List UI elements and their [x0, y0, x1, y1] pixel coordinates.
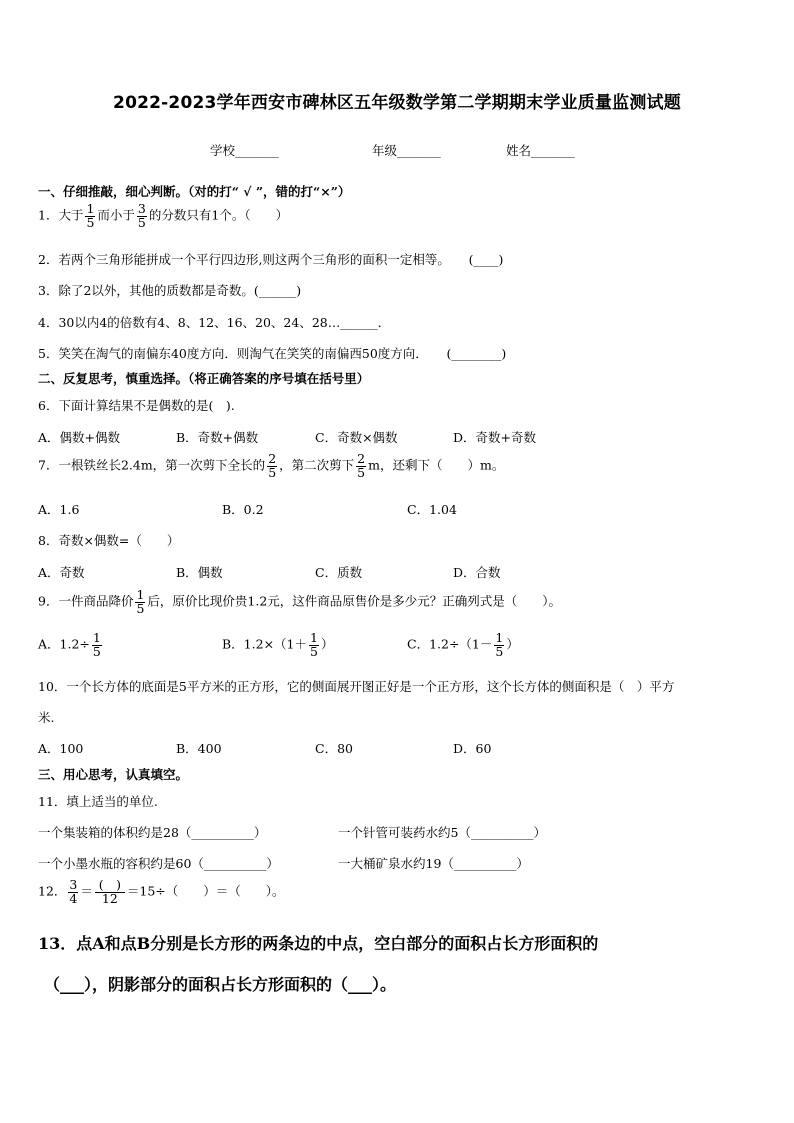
question-8: 8．奇数×偶数=（ ）: [38, 533, 180, 548]
question-13-line-1: 13．点A和点B分别是长方形的两条边的中点，空白部分的面积占长方形面积的: [38, 934, 599, 953]
q11-item-3: 一个小墨水瓶的容积约是60（__________）: [38, 856, 279, 871]
fraction: $\frac{1}{5}$: [92, 630, 101, 659]
question-12: 12． $\frac{3}{4}$ ＝ $\frac{( )}{12}$ ＝15÷（ ）＝（ ）。: [38, 877, 285, 906]
q7-text-mid: ，第二次剪下: [279, 457, 355, 473]
fraction: $\frac{1}{5}$: [310, 630, 318, 659]
question-1: [38, 203, 288, 229]
fraction: $\frac{3}{5}$: [137, 201, 146, 230]
q9-text-pre: 9．一件商品降价: [38, 593, 134, 609]
q7-text-post: m，还剩下（ ）m。: [368, 457, 505, 473]
grade-field: 年级_______: [372, 143, 441, 158]
name-field: 姓名_______: [506, 143, 575, 158]
question-3: 3．除了2以外，其他的质数都是奇数。(______): [38, 283, 302, 298]
question-7: [38, 453, 504, 479]
q7-option-a: A．1.6: [38, 502, 80, 517]
fraction: $\frac{1}{5}$: [495, 630, 504, 659]
q8-option-d: D．合数: [453, 565, 501, 580]
q11-item-4: 一大桶矿泉水约19（__________）: [338, 856, 529, 871]
question-13-line-2: （___），阴影部分的面积占长方形面积的（___）。: [44, 975, 397, 994]
question-10-line-2: 米.: [38, 710, 55, 725]
q1-text-post: 的分数只有1个。（ ）: [148, 207, 289, 223]
section-1-heading: 一、仔细推敲，细心判断。（对的打“ √ ”，错的打“×”）: [38, 184, 351, 199]
question-10-line-1: 10．一个长方体的底面是5平方米的正方形，它的侧面展开图正好是一个正方形，这个长方体的侧面积是（ ）平方: [38, 679, 675, 694]
fraction: $\frac{2}{5}$: [268, 451, 277, 480]
q11-item-2: 一个针管可装药水约5（__________）: [338, 825, 546, 840]
page-title: 2022-2023学年西安市碑林区五年级数学第二学期期末学业质量监测试题: [113, 93, 681, 113]
q11-item-1: 一个集装箱的体积约是28（__________）: [38, 825, 267, 840]
question-2: 2．若两个三角形能拼成一个平行四边形,则这两个三角形的面积一定相等。 (____): [38, 252, 504, 267]
fraction: $\frac{( )}{12}$: [95, 879, 125, 905]
q12-text-post: ＝15÷（ ）＝（ ）。: [126, 883, 285, 899]
q9-option-c: C．1.2÷（1－ $\frac{1}{5}$ ）: [407, 630, 519, 659]
question-11: 11．填上适当的单位.: [38, 794, 158, 809]
q6-option-a: A．偶数+偶数: [38, 430, 121, 445]
q1-text-pre: 1．大于: [38, 207, 84, 223]
q12-number: 12．: [38, 883, 67, 899]
question-5: 5．笑笑在淘气的南偏东40度方向．则淘气在笑笑的南偏西50度方向． (________): [38, 346, 507, 361]
q6-option-b: B．奇数+偶数: [176, 430, 259, 445]
question-9: [38, 589, 561, 615]
q7-option-b: B．0.2: [222, 502, 264, 517]
q10-option-b: B．400: [176, 741, 222, 756]
q6-option-c: C．奇数×偶数: [315, 430, 398, 445]
q8-option-a: A．奇数: [38, 565, 85, 580]
q8-option-c: C．质数: [315, 565, 363, 580]
section-2-heading: 二、反复思考，慎重选择。（将正确答案的序号填在括号里）: [38, 371, 370, 386]
q10-option-a: A．100: [38, 741, 84, 756]
question-6: 6．下面计算结果不是偶数的是( ).: [38, 398, 235, 413]
q10-option-d: D．60: [453, 741, 492, 756]
q9-option-b: B．1.2×（1＋ $\frac{1}{5}$ ）: [222, 630, 334, 659]
q9-text-post: 后，原价比现价贵1.2元，这件商品原售价是多少元？正确列式是（ ）。: [147, 593, 562, 609]
fraction: $\frac{1}{5}$: [86, 201, 95, 230]
q8-option-b: B．偶数: [176, 565, 223, 580]
fraction: $\frac{3}{4}$: [69, 877, 78, 906]
school-field: 学校_______: [210, 143, 279, 158]
q6-option-d: D．奇数+奇数: [453, 430, 536, 445]
question-4: 4．30以内4的倍数有4、8、12、16、20、24、28…______．: [38, 315, 391, 330]
fraction: $\frac{2}{5}$: [357, 451, 366, 480]
section-3-heading: 三、用心思考，认真填空。: [38, 767, 189, 782]
q9-option-a: A．1.2÷ $\frac{1}{5}$: [38, 630, 101, 659]
q1-text-mid: 而小于: [97, 207, 135, 223]
q7-option-c: C．1.04: [407, 502, 457, 517]
q7-text-pre: 7．一根铁丝长2.4m，第一次剪下全长的: [38, 457, 266, 473]
q10-option-c: C．80: [315, 741, 353, 756]
fraction: $\frac{1}{5}$: [136, 587, 145, 616]
